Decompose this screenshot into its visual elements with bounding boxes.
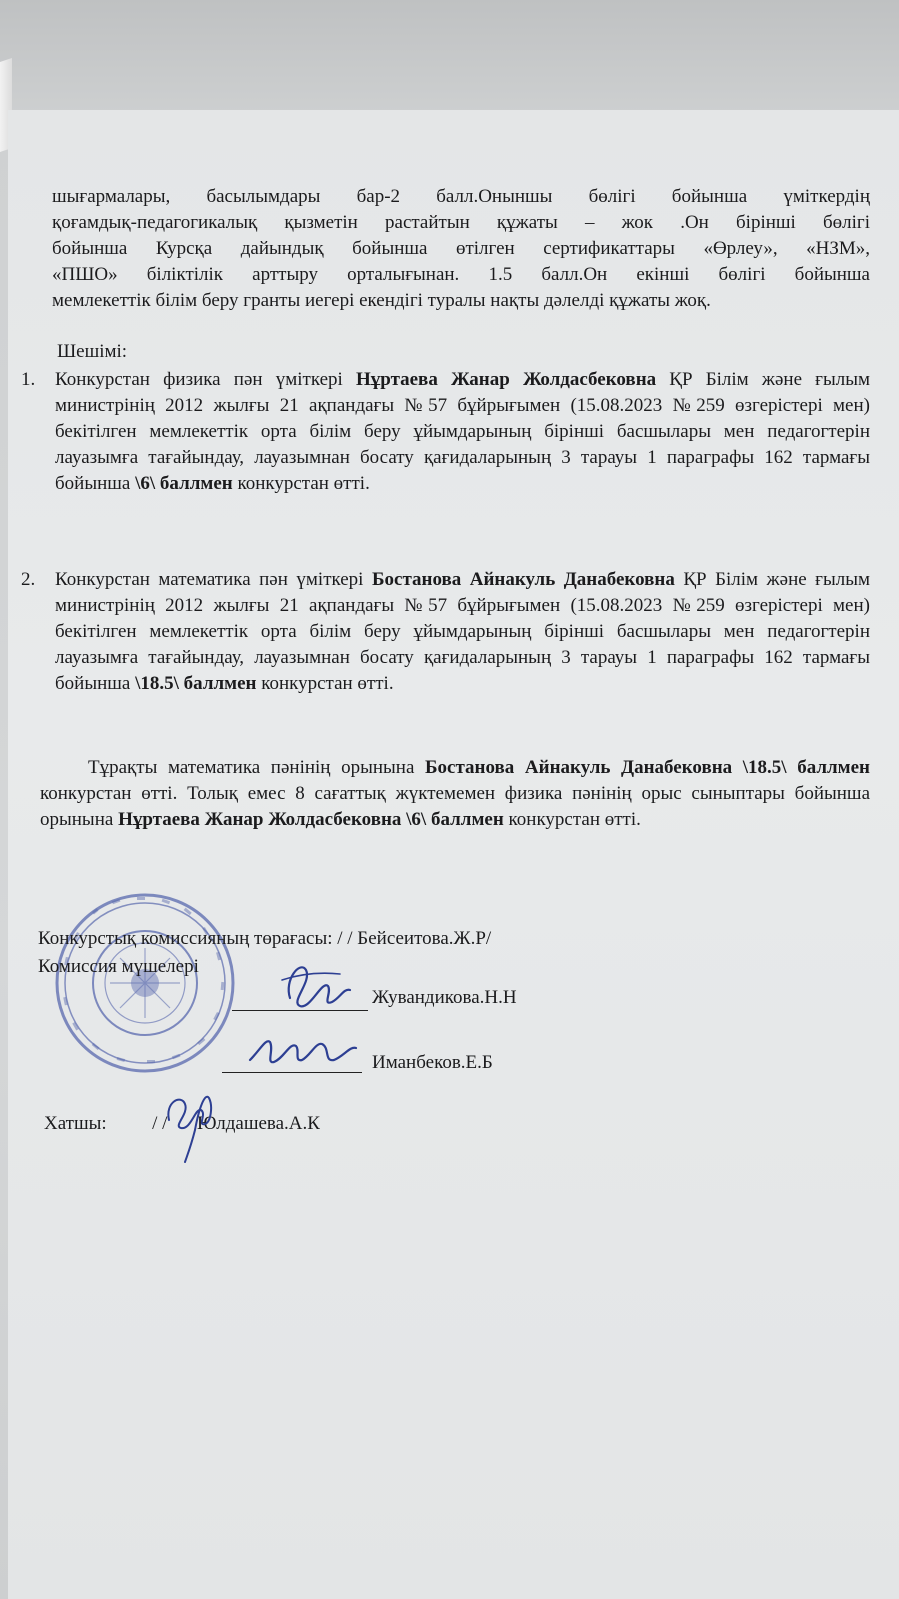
paragraph-line: бойынша Курсқа дайындық бойынша өтілген сертификаттары «Өрлеу», «НЗМ»,	[52, 238, 870, 259]
secretary-name: Юлдашева.А.К	[196, 1113, 320, 1134]
conclusion-text: Тұрақты математика пәнінің орынына	[88, 757, 425, 778]
decision-heading: Шешімі:	[57, 341, 128, 362]
candidate-name: Нұртаева Жанар Жолдасбековна \6\ баллмен	[118, 809, 504, 830]
decision-item-1	[21, 367, 870, 497]
paragraph-top	[52, 184, 870, 314]
paragraph-line: «ПШО» біліктілік арттыру орталығынан. 1.5 балл.Он екінші бөлігі бойынша	[52, 264, 870, 285]
chair-signature-line: Конкурстық комиссияның төрағасы: / / Бейсеитова.Ж.Р/	[38, 928, 492, 949]
secretary-slashes: / /	[152, 1113, 168, 1134]
item-text: Конкурстан математика пән үміткері	[55, 569, 372, 590]
document-page	[8, 110, 899, 1599]
conclusion-text: конкурстан өтті.	[503, 809, 641, 830]
score: \6\ баллмен	[135, 473, 233, 494]
member-1-name: Жувандикова.Н.Н	[372, 987, 517, 1008]
list-number: 2.	[21, 569, 36, 590]
conclusion-paragraph	[40, 755, 870, 833]
decision-item-2	[21, 567, 870, 697]
item-text: конкурстан өтті.	[232, 473, 370, 494]
signature-secretary	[155, 1080, 225, 1165]
paragraph-line: шығармалары, басылымдары бар-2 балл.Оныншы бөлігі бойынша үміткердің	[52, 186, 870, 207]
secretary-label: Хатшы:	[44, 1113, 107, 1134]
signature-member-2	[240, 1020, 370, 1080]
conclusion-text: конкурстан өтті. Толық емес 8 сағаттық жүктемемен физика пәнінің орыс сыныптары бойынша орынына	[40, 783, 870, 830]
paragraph-line: мемлекеттік білім беру гранты иегері екендігі туралы нақты дәлелді құжаты жоқ.	[52, 290, 711, 311]
item-text: Конкурстан физика пән үміткері	[55, 369, 356, 390]
candidate-name: Бостанова Айнакуль Данабековна \18.5\ баллмен	[425, 757, 871, 778]
candidate-name: Нұртаева Жанар Жолдасбековна	[355, 369, 657, 390]
members-label: Комиссия мүшелері	[38, 956, 199, 977]
item-text: ҚР Білім және ғылым министрінің 2012 жылғы 21 ақпандағы №57 бұйрығымен (15.08.2023 №259 өзгерістері мен) бекітілген мемлекеттік орта білім беру ұйымдарының бірінші басшылары мен педагогтерін лауазымға тағайындау, лауазымнан босату қағидаларының 3 тарауы 1 параграфы 162 тармағы бойынша	[55, 569, 870, 694]
list-number: 1.	[21, 369, 36, 390]
official-stamp	[52, 890, 238, 1076]
paragraph-line: қоғамдық-педагогикалық қызметін растайтын құжаты – жок .Он бірінші бөлігі	[52, 212, 870, 233]
signature-member-1	[270, 950, 380, 1020]
score: \18.5\ баллмен	[135, 673, 257, 694]
item-text: ҚР Білім және ғылым министрінің 2012 жылғы 21 ақпандағы №57 бұйрығымен (15.08.2023 №259 өзгерістері мен) бекітілген мемлекеттік орта білім беру ұйымдарының бірінші басшылары мен педагогтерін лауазымға тағайындау, лауазымнан босату қағидаларының 3 тарауы 1 параграфы 162 тармағы бойынша	[55, 369, 870, 494]
item-text: конкурстан өтті.	[256, 673, 394, 694]
member-2-name: Иманбеков.Е.Б	[372, 1052, 493, 1073]
candidate-name: Бостанова Айнакуль Данабековна	[371, 569, 675, 590]
